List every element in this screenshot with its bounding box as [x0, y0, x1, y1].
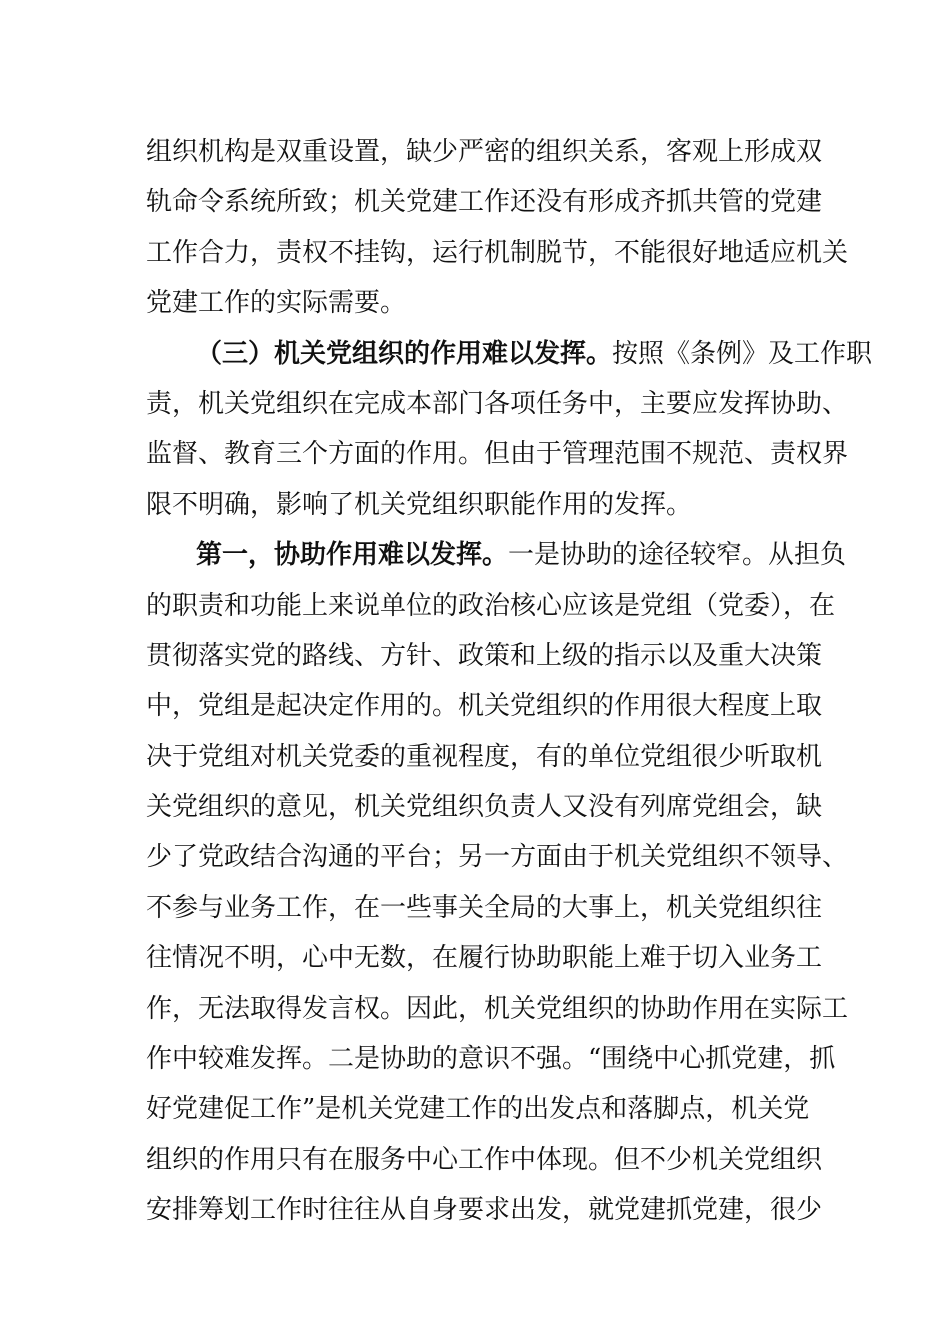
text-line: 好党建促工作”是机关党建工作的出发点和落脚点，机关党 — [146, 1094, 810, 1125]
text-line: 不参与业务工作，在一些事关全局的大事上，机关党组织往 — [146, 892, 823, 923]
text-line: 关党组织的意见，机关党组织负责人又没有列席党组会，缺 — [146, 792, 823, 823]
paragraph-first-line — [146, 530, 847, 580]
section-heading: 第一，协助作用难以发挥。 — [196, 540, 509, 571]
text-line: 轨命令系统所致；机关党建工作还没有形成齐抓共管的党建 — [146, 187, 823, 218]
text-line: 党建工作的实际需要。 — [146, 288, 407, 319]
text-line: 责，机关党组织在完成本部门各项任务中，主要应发挥协助、 — [146, 388, 849, 419]
text-line: 安排筹划工作时往往从自身要求出发，就党建抓党建，很少 — [146, 1195, 823, 1226]
text-line: 组织的作用只有在服务中心工作中体现。但不少机关党组织 — [146, 1144, 823, 1175]
text-line: 限不明确，影响了机关党组织职能作用的发挥。 — [146, 489, 693, 520]
text-run: 一是协助的途径较窄。从担负 — [508, 540, 847, 571]
text-run: 按照《条例》及工作职 — [612, 338, 873, 369]
section-heading: （三）机关党组织的作用难以发挥。 — [196, 338, 613, 369]
text-line: 作中较难发挥。二是协助的意识不强。“围绕中心抓党建，抓 — [146, 1044, 836, 1075]
paragraph-first-line — [146, 329, 873, 379]
text-line: 监督、教育三个方面的作用。但由于管理范围不规范、责权界 — [146, 439, 849, 470]
text-line: 工作合力，责权不挂钩，运行机制脱节，不能很好地适应机关 — [146, 237, 849, 268]
text-line: 决于党组对机关党委的重视程度，有的单位党组很少听取机 — [146, 741, 823, 772]
text-line: 中，党组是起决定作用的。机关党组织的作用很大程度上取 — [146, 691, 823, 722]
text-line: 作，无法取得发言权。因此，机关党组织的协助作用在实际工 — [146, 993, 849, 1024]
text-line: 组织机构是双重设置，缺少严密的组织关系，客观上形成双 — [146, 137, 823, 167]
text-line: 贯彻落实党的路线、方针、政策和上级的指示以及重大决策 — [146, 640, 823, 671]
body-text — [146, 127, 873, 1236]
text-line: 往情况不明，心中无数，在履行协助职能上难于切入业务工 — [146, 943, 823, 974]
text-line: 少了党政结合沟通的平台；另一方面由于机关党组织不领导、 — [146, 842, 849, 873]
text-line: 的职责和功能上来说单位的政治核心应该是党组（党委），在 — [146, 590, 836, 621]
